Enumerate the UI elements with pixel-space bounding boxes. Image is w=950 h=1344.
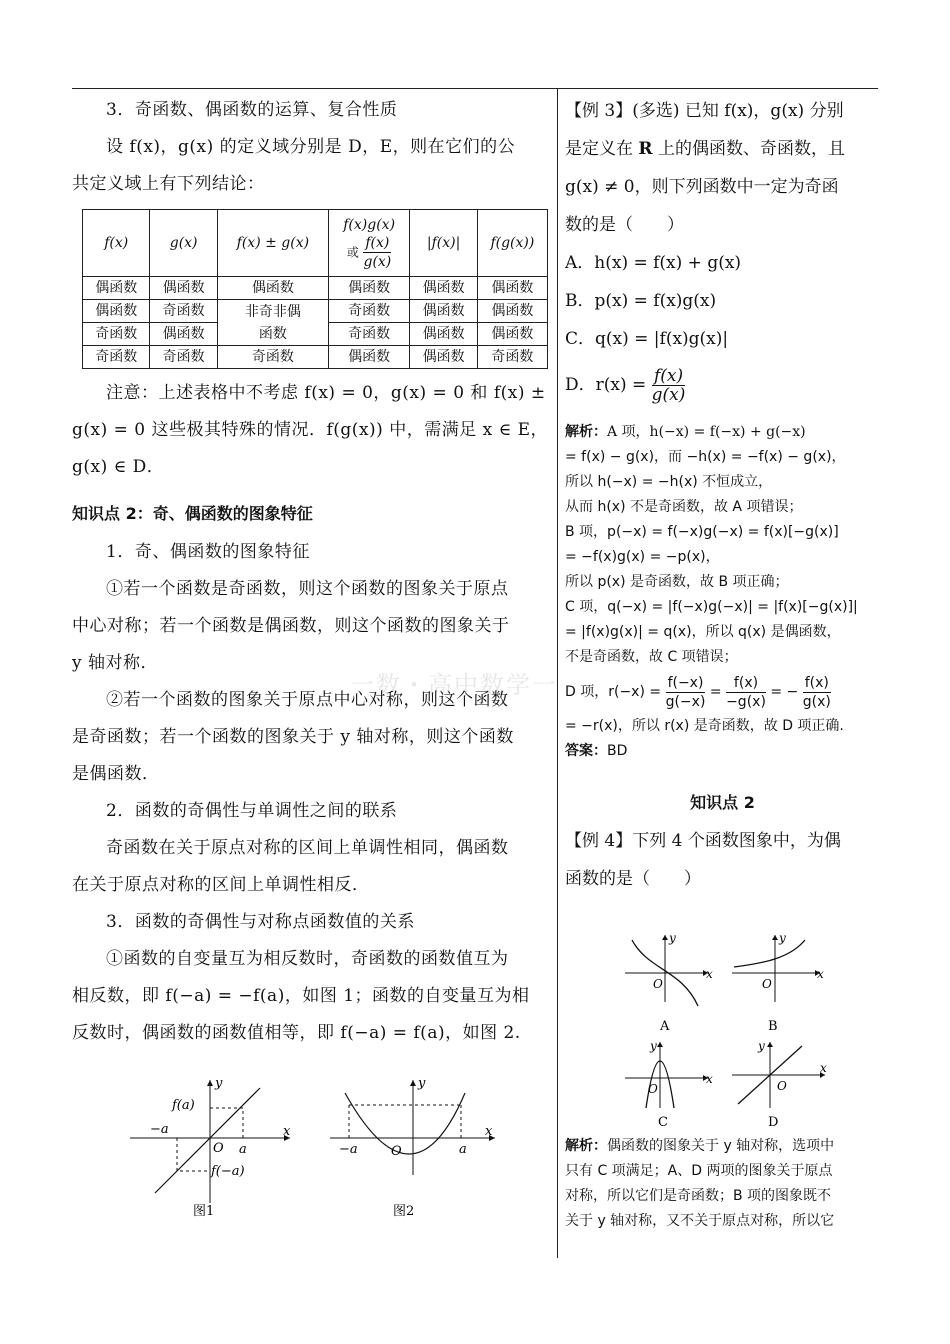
solution-line: 所以 h(−x) = −h(x) 不恒成立，	[565, 474, 773, 490]
option-c: C．q(x) = |f(x)g(x)|	[565, 329, 729, 349]
fraction-num: f(−x)	[667, 674, 704, 691]
paragraph-line: y 轴对称．	[72, 653, 159, 673]
table-header-row	[83, 210, 548, 277]
label-minus-a: −a	[150, 1122, 169, 1137]
solution-text: 偶函数的图象关于 y 轴对称，选项中	[607, 1138, 835, 1154]
example-4-line-1: 【例 4】下列 4 个函数图象中，为偶	[565, 831, 841, 851]
table-cell: 偶函数	[410, 346, 477, 369]
quotient-num: f(x)	[365, 234, 390, 251]
solution-line: B 项，p(−x) = f(−x)g(−x) = f(x)[−g(x)]	[565, 524, 839, 540]
y-arrow	[772, 935, 778, 940]
example-3-line-4: 数的是（ ）	[565, 215, 684, 235]
text-fragment: 上的偶函数、奇函数，且	[652, 139, 845, 159]
solution-4	[565, 1134, 880, 1234]
table-cell: 偶函数	[150, 323, 217, 346]
quotient-den: g(x)	[363, 253, 392, 270]
label-x: x	[485, 1124, 493, 1139]
figure-1-caption: 图1	[193, 1204, 215, 1219]
option-d	[565, 358, 880, 412]
figure-2-caption: 图2	[393, 1204, 415, 1219]
y-arrow	[657, 1042, 663, 1047]
subsection-1-title: 1．奇、偶函数的图象特征	[106, 542, 310, 562]
fraction-num: f(x)	[726, 674, 766, 693]
graph-a-label: A	[660, 1019, 670, 1034]
header-sum: f(x) ± g(x)	[217, 210, 328, 277]
curve-b	[734, 940, 805, 967]
solution-line: 从而 h(x) 不是奇函数，故 A 项错误；	[565, 499, 803, 515]
fraction-den: g(x)	[802, 693, 831, 710]
paragraph-line: 中心对称；若一个函数是偶函数，则这个函数的图象关于	[72, 616, 510, 636]
label-y: y	[779, 931, 786, 945]
table-cell: 偶函数	[217, 277, 328, 300]
table-row	[83, 346, 548, 369]
label-fma: f(−a)	[211, 1164, 245, 1179]
header-fx: f(x)	[83, 210, 150, 277]
example-4-graphs	[620, 930, 835, 1130]
figure-1	[125, 1075, 295, 1220]
solution-line: 不是奇函数，故 C 项错误；	[565, 649, 738, 665]
fraction	[803, 674, 831, 711]
table-cell: 偶函数	[83, 277, 150, 300]
graph-c	[625, 1039, 713, 1130]
y-arrow	[410, 1080, 416, 1086]
note-line-1: 注意：上述表格中不考虑 f(x) = 0，g(x) = 0 和 f(x) ±	[106, 383, 546, 403]
header-product-top: f(x)g(x)	[343, 216, 396, 233]
example-3-line-1: 【例 3】(多选) 已知 f(x)，g(x) 分别	[565, 101, 844, 121]
subsection-2-title: 2．函数的奇偶性与单调性之间的联系	[106, 801, 398, 821]
table-cell-merged	[217, 300, 328, 346]
header-or: 或	[346, 245, 359, 259]
label-origin: O	[213, 1141, 224, 1156]
table-cell: 偶函数	[328, 346, 409, 369]
table-cell: 偶函数	[83, 300, 150, 323]
label-y: y	[418, 1076, 426, 1091]
paragraph-line: 在关于原点对称的区间上单调性相反．	[72, 875, 370, 895]
example-4-line-2: 函数的是（ ）	[565, 869, 701, 889]
paragraph-line: ①函数的自变量互为相反数时，奇函数的函数值互为	[106, 949, 509, 969]
solution-line: 所以 p(x) 是奇函数，故 B 项正确；	[565, 574, 789, 590]
option-d-fraction	[652, 367, 686, 404]
even-function-parabola	[345, 1093, 465, 1154]
solution-line: = −r(x)，所以 r(x) 是奇函数，故 D 项正确.	[565, 718, 844, 734]
example-3-line-3: g(x) ≠ 0，则下列函数中一定为奇函	[565, 177, 839, 197]
solution-text: A 项，h(−x) = f(−x) + g(−x)	[607, 424, 806, 440]
paragraph-line: 反数时，偶函数的函数值相等，即 f(−a) = f(a)，如图 2.	[72, 1023, 521, 1043]
table-cell: 偶函数	[477, 300, 547, 323]
graph-b	[732, 931, 824, 1034]
label-x: x	[817, 967, 824, 981]
knowledge-point-2-title: 知识点 2：奇、偶函数的图象特征	[72, 504, 313, 523]
table-cell: 偶函数	[410, 277, 477, 300]
answer-value: BD	[607, 743, 628, 759]
paragraph-line: ①若一个函数是奇函数，则这个函数的图象关于原点	[106, 579, 509, 599]
parity-table	[82, 209, 548, 369]
label-a: a	[459, 1142, 467, 1157]
table-cell: 奇函数	[150, 346, 217, 369]
text-fragment: D 项，r(−x) =	[565, 684, 662, 700]
option-a: A．h(x) = f(x) + g(x)	[565, 253, 742, 273]
note-line-2: g(x) = 0 这些极其特殊的情况．f(g(x)) 中，需满足 x ∈ E，	[72, 420, 548, 440]
merged-line-2: 函数	[258, 325, 287, 342]
label-a: a	[239, 1142, 247, 1157]
right-column	[565, 92, 880, 898]
section-3-intro: 设 f(x)，g(x) 的定义域分别是 D，E，则在它们的公	[106, 137, 516, 157]
graph-d	[732, 1039, 827, 1130]
table-cell: 奇函数	[477, 346, 547, 369]
text-fragment: 是定义在	[565, 139, 639, 159]
solution-line: C 项，q(−x) = |f(−x)g(−x)| = |f(x)[−g(x)]|	[565, 599, 858, 615]
y-arrow	[767, 1042, 773, 1047]
label-fa: f(a)	[172, 1098, 195, 1113]
solution-line	[565, 1134, 880, 1159]
watermark: 一数・高中数学一	[350, 671, 558, 699]
subsection-3-title: 3．函数的奇偶性与对称点函数值的关系	[106, 912, 415, 932]
label-x: x	[706, 967, 713, 981]
equals-negative: = −	[770, 684, 799, 700]
header-abs: |f(x)|	[410, 210, 477, 277]
label-x: x	[820, 1061, 827, 1075]
table-cell: 奇函数	[328, 323, 409, 346]
left-column	[72, 92, 550, 1052]
solution-line: 只有 C 项满足；A、D 两项的图象关于原点	[565, 1163, 833, 1179]
table-row	[83, 277, 548, 300]
note-line-3: g(x) ∈ D．	[72, 457, 165, 477]
header-quotient	[363, 234, 391, 271]
paragraph-line: 奇函数在关于原点对称的区间上单调性相同，偶函数	[106, 838, 509, 858]
label-y: y	[650, 1039, 657, 1053]
paragraph-line: ②若一个函数的图象关于原点中心对称，则这个函数	[106, 690, 509, 710]
table-cell: 偶函数	[477, 323, 547, 346]
solution-line: = |f(x)g(x)| = q(x)，所以 q(x) 是偶函数，	[565, 624, 841, 640]
solution-line: = −f(x)g(x) = −p(x)，	[565, 549, 720, 565]
label-y: y	[758, 1039, 765, 1053]
fraction-den: −g(x)	[726, 693, 766, 710]
solution-label: 解析：	[565, 1138, 607, 1154]
solution-line	[565, 420, 880, 445]
fraction-den: g(x)	[651, 385, 686, 405]
fraction	[726, 674, 766, 711]
table-cell: 偶函数	[328, 277, 409, 300]
paragraph-line: 是偶函数．	[72, 764, 160, 784]
header-gx: g(x)	[150, 210, 217, 277]
fraction-den: g(−x)	[665, 693, 706, 710]
label-origin: O	[762, 977, 772, 991]
paragraph-line: 是奇函数；若一个函数的图象关于 y 轴对称，则这个函数	[72, 727, 514, 747]
label-minus-a: −a	[339, 1142, 358, 1157]
table-cell: 奇函数	[150, 300, 217, 323]
table-row	[83, 300, 548, 323]
knowledge-point-2-heading: 知识点 2	[690, 793, 755, 812]
label-x: x	[283, 1124, 291, 1139]
solution-3	[565, 420, 880, 764]
fraction	[666, 674, 706, 711]
label-origin: O	[391, 1144, 402, 1159]
fraction-num: f(x)	[804, 674, 829, 691]
answer-label: 答案：	[565, 743, 607, 759]
table-cell: 奇函数	[328, 300, 409, 323]
solution-line: 对称，所以它们是奇函数；B 项的图象既不	[565, 1188, 832, 1204]
fraction-num: f(x)	[652, 367, 686, 386]
label-y: y	[669, 931, 676, 945]
top-rule	[72, 88, 878, 89]
label-origin: O	[648, 1082, 658, 1096]
section-3-title: 3．奇函数、偶函数的运算、复合性质	[106, 100, 398, 120]
figure-2	[325, 1075, 500, 1220]
option-d-prefix: D．r(x) =	[565, 375, 647, 395]
solution-label: 解析：	[565, 424, 607, 440]
label-y: y	[215, 1076, 223, 1091]
solution-line: = f(x) − g(x)，而 −h(x) = −f(x) − g(x)，	[565, 449, 846, 465]
label-x: x	[706, 1072, 713, 1086]
real-numbers-symbol: R	[638, 139, 653, 159]
answer-line	[565, 739, 880, 764]
label-origin: O	[653, 977, 663, 991]
graph-d-label: D	[768, 1115, 779, 1130]
solution-line: 关于 y 轴对称，又不关于原点对称，所以它	[565, 1213, 835, 1229]
table-cell: 奇函数	[83, 323, 150, 346]
table-cell: 偶函数	[477, 277, 547, 300]
y-arrow	[662, 935, 668, 940]
header-composite: f(g(x))	[477, 210, 547, 277]
paragraph-line: 相反数，即 f(−a) = −f(a)，如图 1；函数的自变量互为相	[72, 986, 530, 1006]
equals: =	[709, 684, 722, 700]
y-arrow	[207, 1080, 213, 1086]
graph-c-label: C	[658, 1115, 668, 1130]
merged-line-1: 非奇非偶	[244, 303, 301, 320]
option-b: B．p(x) = f(x)g(x)	[565, 291, 717, 311]
table-cell: 奇函数	[217, 346, 328, 369]
table-cell: 偶函数	[410, 323, 477, 346]
example-3-line-2	[565, 130, 880, 168]
label-origin: O	[777, 1079, 787, 1093]
table-cell: 偶函数	[410, 300, 477, 323]
graph-b-label: B	[768, 1019, 778, 1034]
header-product	[328, 210, 409, 277]
table-cell: 奇函数	[83, 346, 150, 369]
solution-line-d	[565, 670, 880, 714]
table-cell: 偶函数	[150, 277, 217, 300]
graph-a	[625, 931, 713, 1034]
section-3-intro-cont: 共定义域上有下列结论：	[72, 174, 265, 194]
